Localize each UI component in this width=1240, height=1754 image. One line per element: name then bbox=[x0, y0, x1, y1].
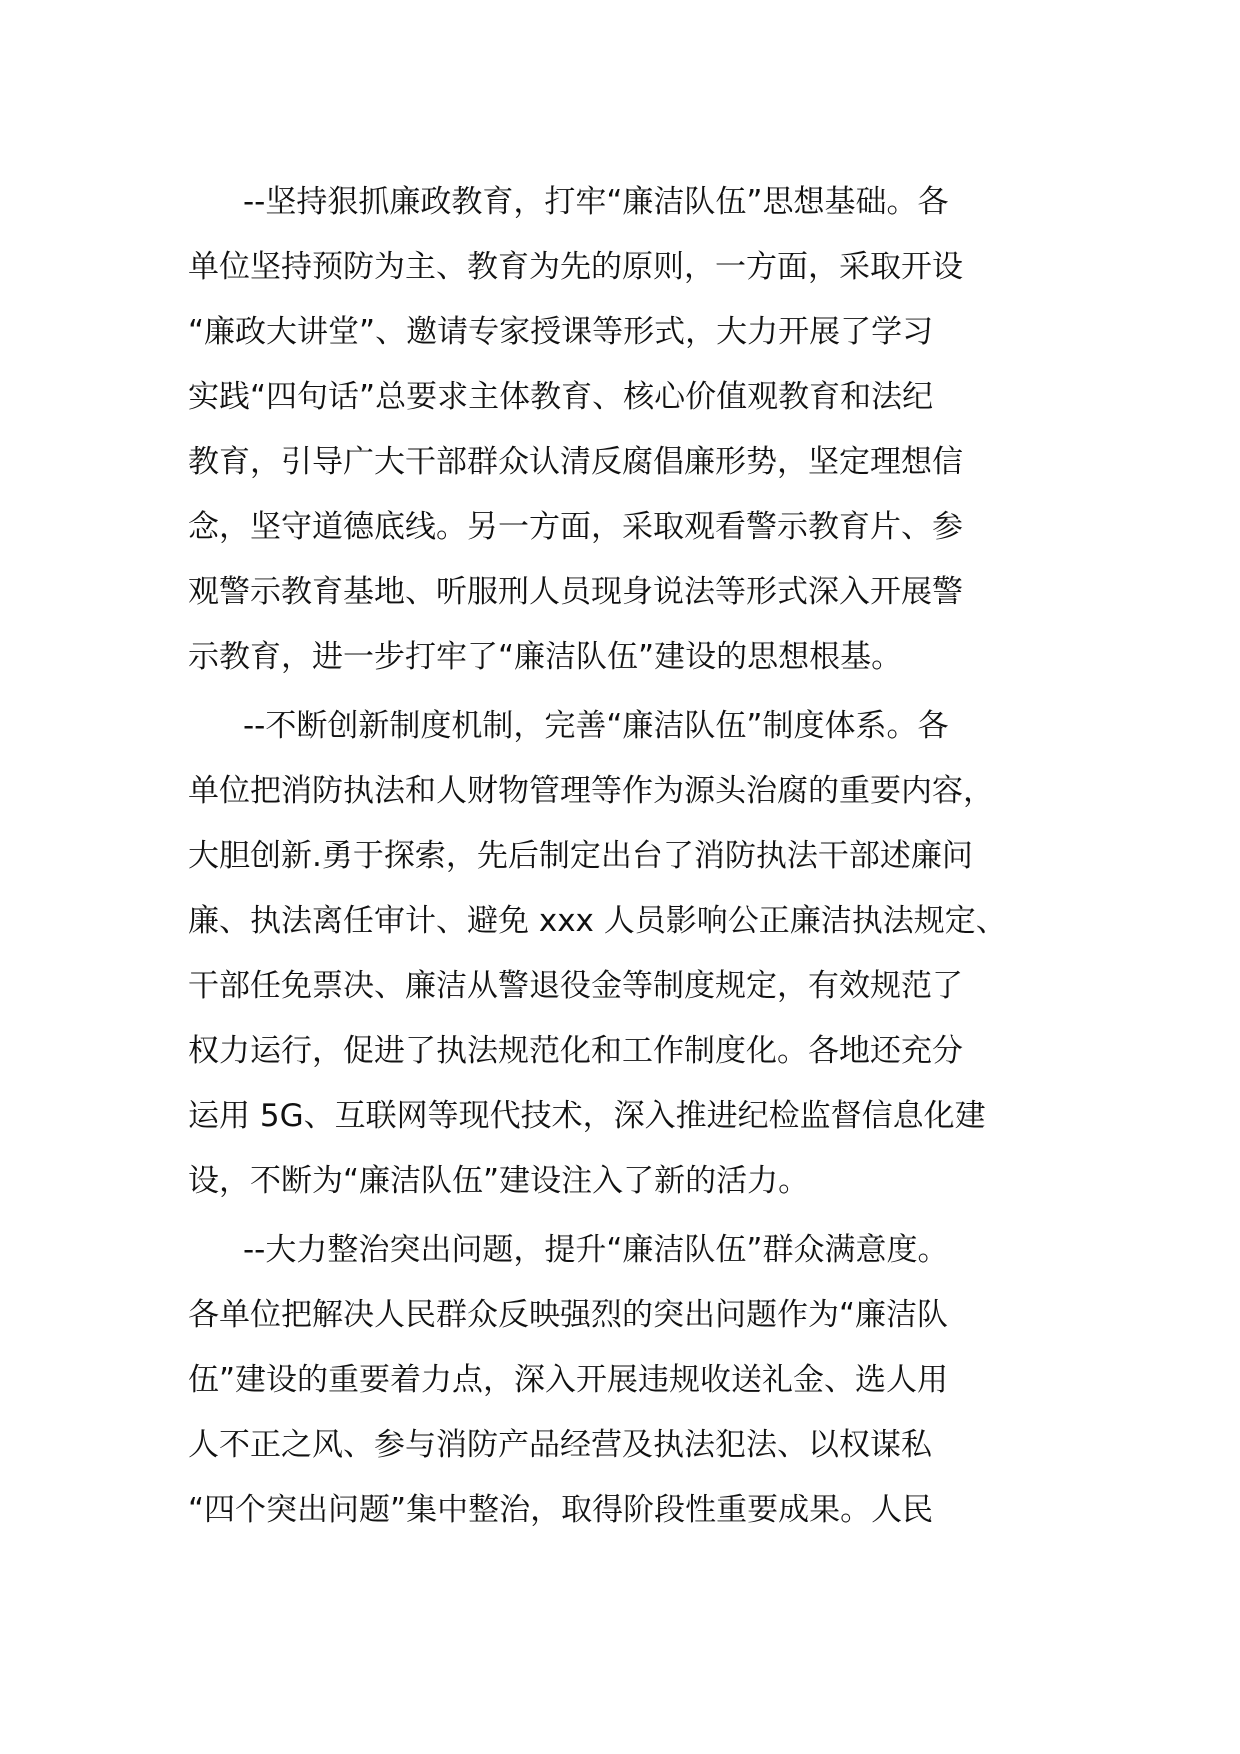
document-body bbox=[188, 170, 1058, 1543]
text-line: 单位坚持预防为主、教育为先的原则，一方面，采取开设 bbox=[188, 249, 963, 285]
text-line: 廉、执法离任审计、避免 xxx 人员影响公正廉洁执法规定、 bbox=[188, 903, 1007, 939]
text-line: --不断创新制度机制，完善“廉洁队伍”制度体系。各 bbox=[243, 708, 949, 744]
text-line: 干部任免票决、廉洁从警退役金等制度规定，有效规范了 bbox=[188, 968, 963, 1004]
text-line: 人不正之风、参与消防产品经营及执法犯法、以权谋私 bbox=[188, 1427, 932, 1463]
paragraph-system bbox=[188, 694, 1058, 1214]
text-line: 伍”建设的重要着力点，深入开展违规收送礼金、选人用 bbox=[188, 1362, 949, 1398]
text-line: 大胆创新.勇于探索，先后制定出台了消防执法干部述廉问 bbox=[188, 838, 973, 874]
text-line: 教育，引导广大干部群众认清反腐倡廉形势，坚定理想信 bbox=[188, 444, 963, 480]
text-line: 设，不断为“廉洁队伍”建设注入了新的活力。 bbox=[188, 1163, 810, 1199]
text-line: --坚持狠抓廉政教育，打牢“廉洁队伍”思想基础。各 bbox=[243, 184, 949, 220]
paragraph-rectification bbox=[188, 1218, 1058, 1543]
text-line: 观警示教育基地、听服刑人员现身说法等形式深入开展警 bbox=[188, 574, 963, 610]
text-line: 运用 5G、互联网等现代技术，深入推进纪检监督信息化建 bbox=[188, 1098, 986, 1134]
text-line: “四个突出问题”集中整治，取得阶段性重要成果。人民 bbox=[188, 1492, 934, 1528]
text-line: 各单位把解决人民群众反映强烈的突出问题作为“廉洁队 bbox=[188, 1297, 949, 1333]
text-line: --大力整治突出问题，提升“廉洁队伍”群众满意度。 bbox=[243, 1232, 949, 1268]
text-line: “廉政大讲堂”、邀请专家授课等形式，大力开展了学习 bbox=[188, 314, 934, 350]
text-line: 念，坚守道德底线。另一方面，采取观看警示教育片、参 bbox=[188, 509, 963, 545]
text-line: 示教育，进一步打牢了“廉洁队伍”建设的思想根基。 bbox=[188, 639, 903, 675]
text-line: 单位把消防执法和人财物管理等作为源头治腐的重要内容， bbox=[188, 773, 994, 809]
text-line: 权力运行，促进了执法规范化和工作制度化。各地还充分 bbox=[188, 1033, 963, 1069]
paragraph-education bbox=[188, 170, 1058, 690]
text-line: 实践“四句话”总要求主体教育、核心价值观教育和法纪 bbox=[188, 379, 934, 415]
